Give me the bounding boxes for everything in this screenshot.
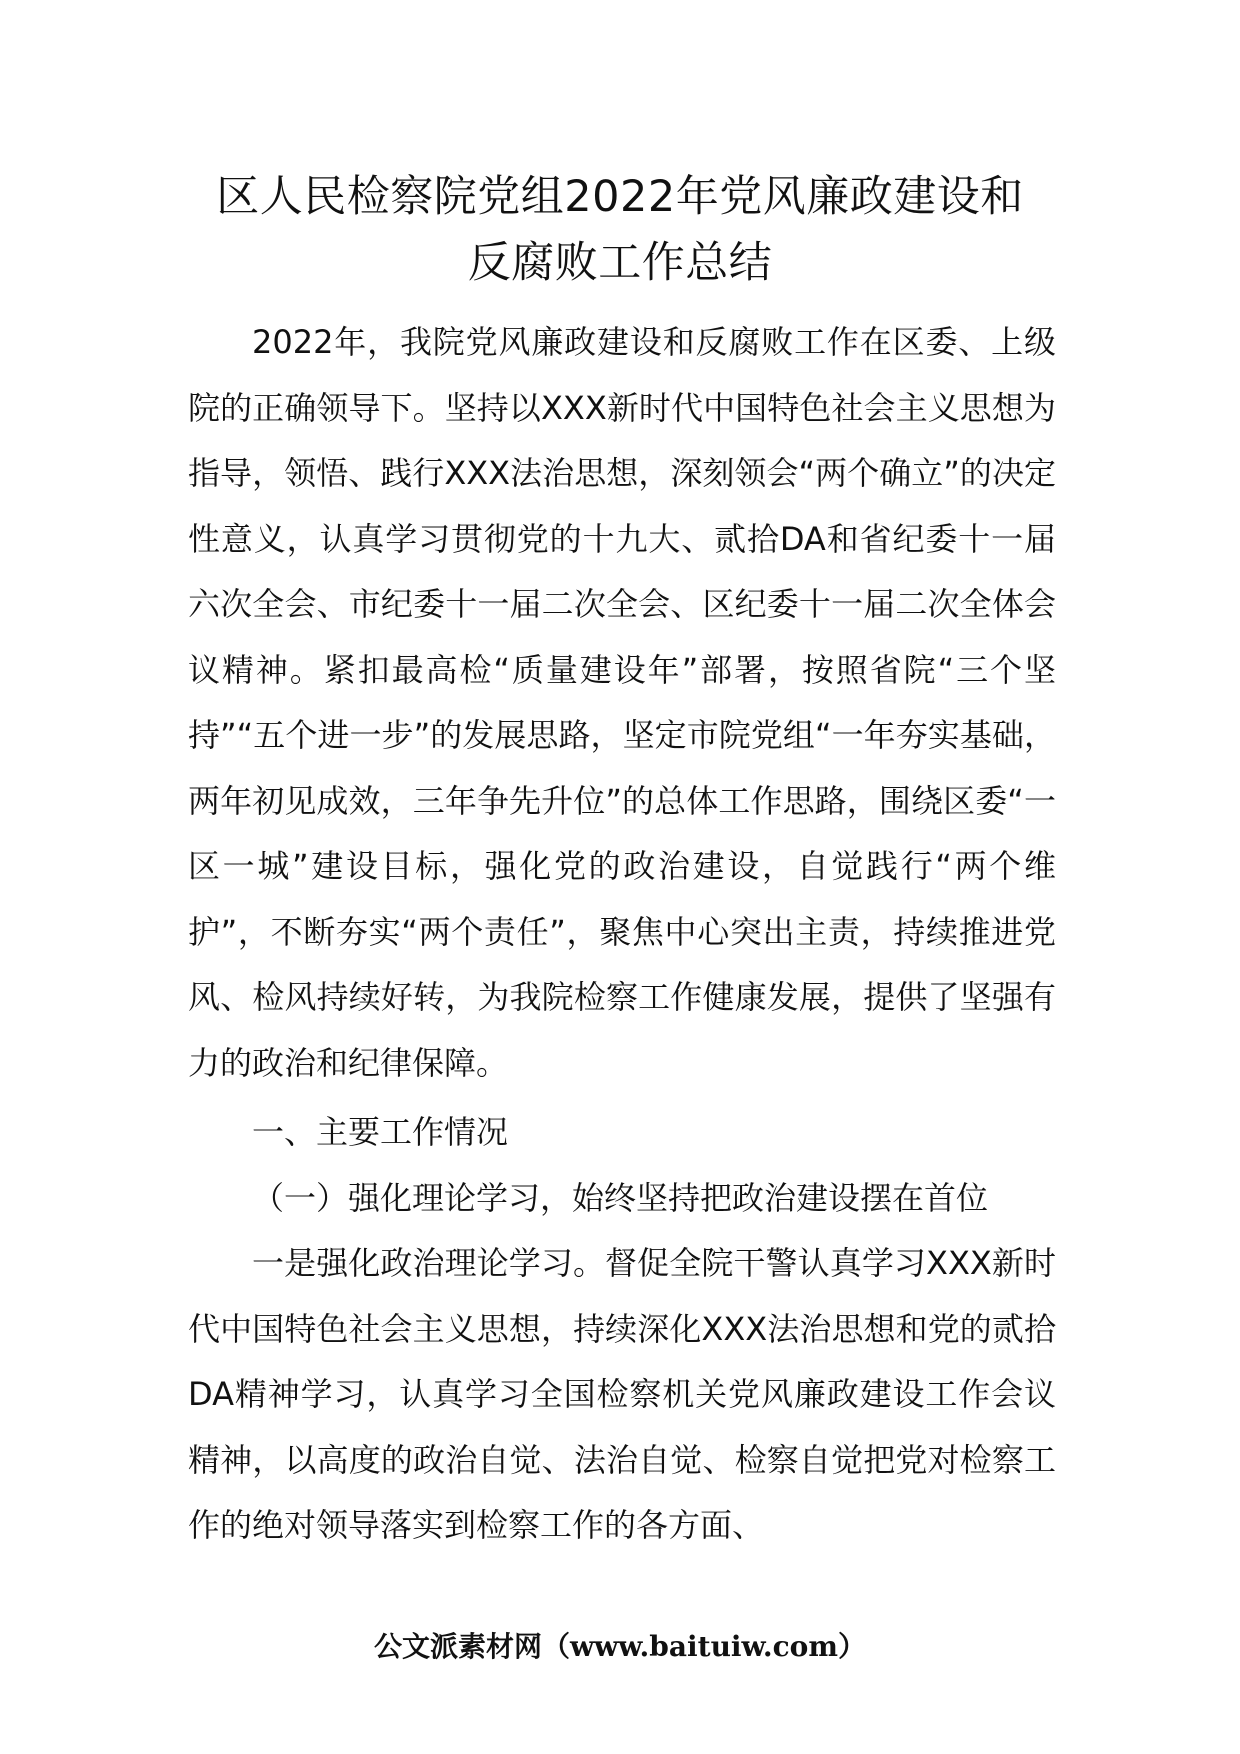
subsection-heading-1: （一）强化理论学习，始终坚持把政治建设摆在首位 — [252, 1178, 989, 1217]
document-title-line-1: 区人民检察院党组2022年党风廉政建设和 — [216, 172, 1024, 222]
subsection-1-paragraph: 一是强化政治理论学习。督促全院干警认真学习XXX新时代中国特色社会主义思想，持续深化XXX法治思想和党的贰拾DA精神学习，认真学习全国检察机关党风廉政建设工作会议精神，以高度的政治自觉、法治自觉、检察自觉把党对检察工作的绝对领导落实到检察工作的各方面、 — [188, 1244, 1056, 1544]
document-body — [188, 310, 1056, 1559]
intro-paragraph: 2022年，我院党风廉政建设和反腐败工作在区委、上级院的正确领导下。坚持以XXX新时代中国特色社会主义思想为指导，领悟、践行XXX法治思想，深刻领会“两个确立”的决定性意义，认真学习贯彻党的十九大、贰拾DA和省纪委十一届六次全会、市纪委十一届二次全会、区纪委十一届二次全体会议精神。紧扣最高检“质量建设年”部署，按照省院“三个坚持”“五个进一步”的发展思路，坚定市院党组“一年夯实基础，两年初见成效，三年争先升位”的总体工作思路，围绕区委“一区一城”建设目标，强化党的政治建设，自觉践行“两个维护”，不断夯实“两个责任”，聚焦中心突出主责，持续推进党风、检风持续好转，为我院检察工作健康发展，提供了坚强有力的政治和纪律保障。 — [188, 323, 1056, 1082]
watermark-footer: 公文派素材网（www.baituiw.com） — [374, 1630, 866, 1663]
document-title-line-2: 反腐败工作总结 — [467, 238, 773, 288]
section-heading-1: 一、主要工作情况 — [252, 1113, 509, 1151]
